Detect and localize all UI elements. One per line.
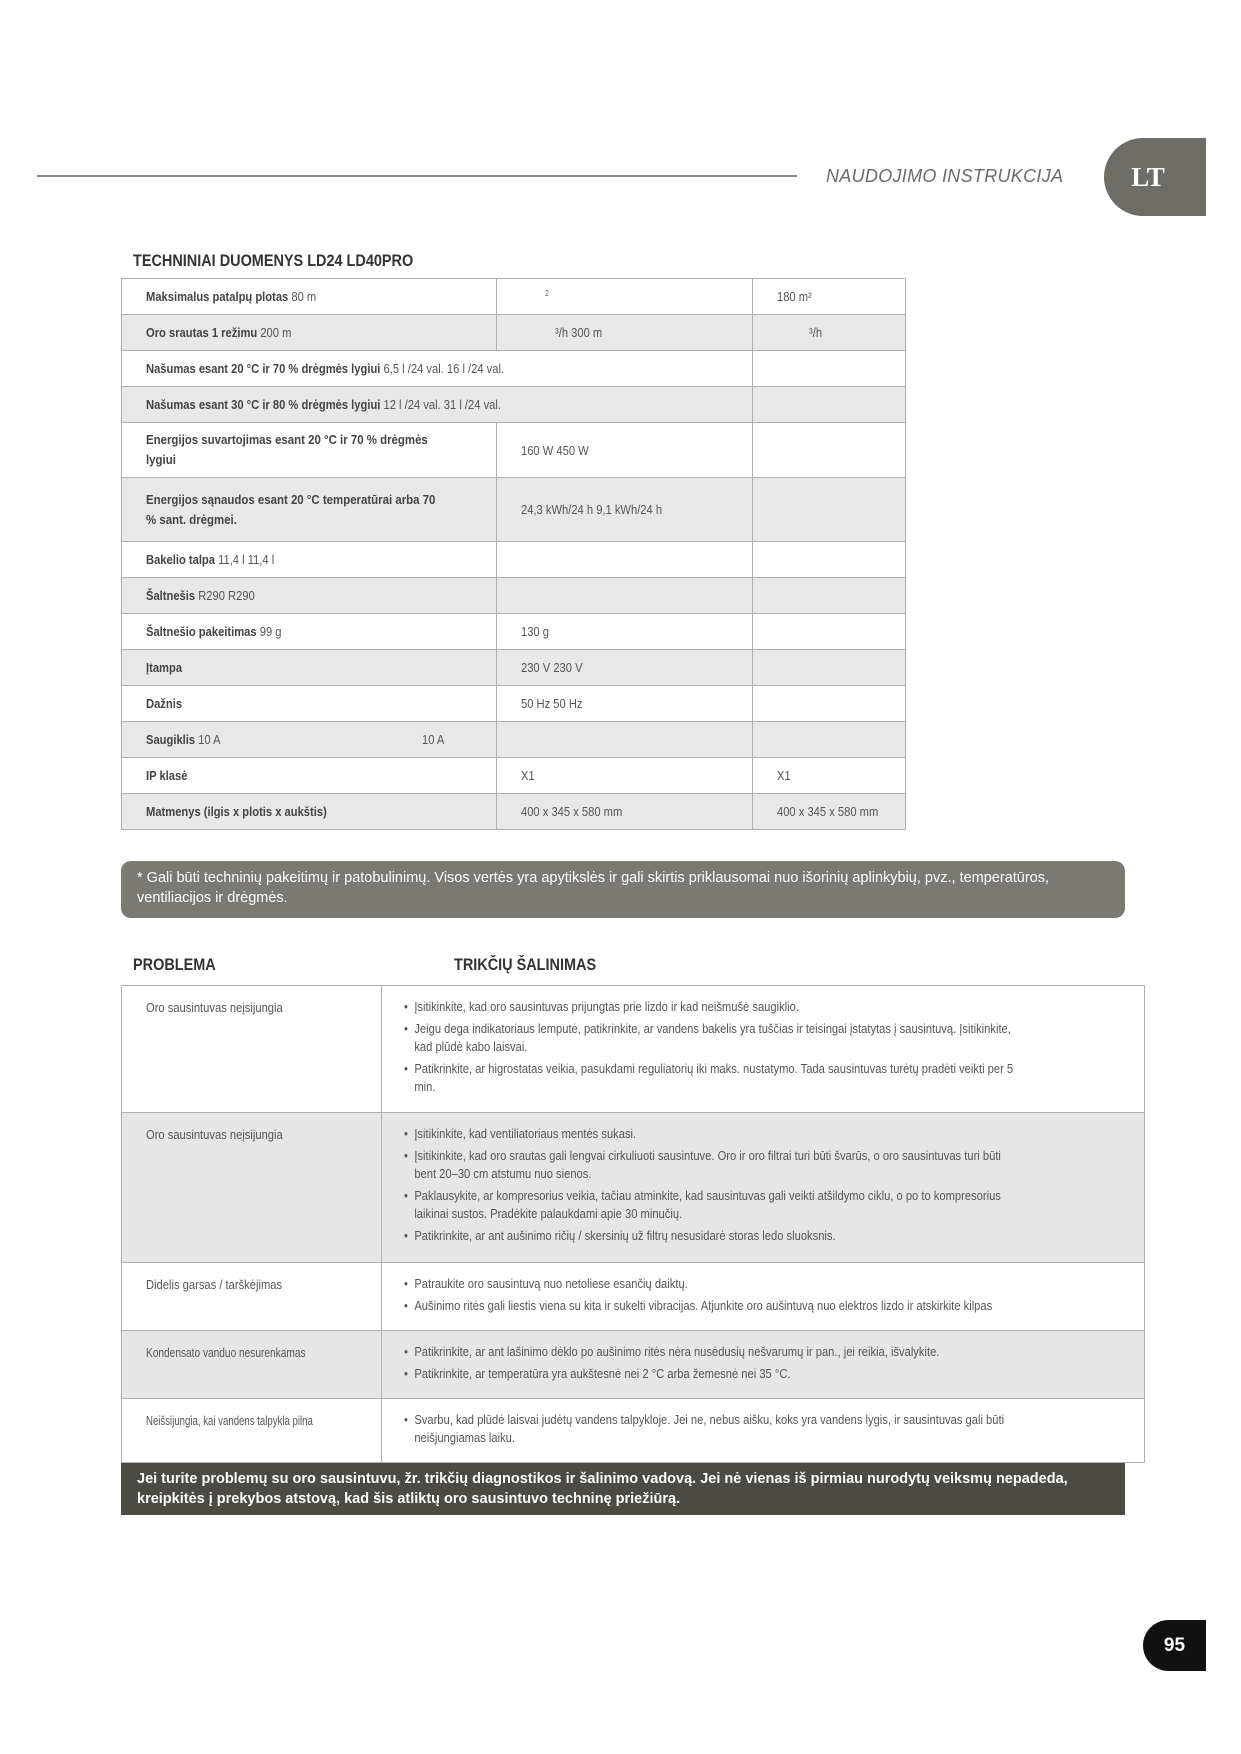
list-item: • Patikrinkite, ar ant aušinimo ričių / skersinių už filtrų nesusidarė storas ledo sluoksnis.	[404, 1227, 1023, 1245]
table-row: Maksimalus patalpų plotas 80 m 2 180 m²	[122, 279, 906, 315]
table-row: Didelis garsas / tarškėjimas • Patraukite oro sausintuvą nuo netoliese esančių daiktų. • Aušinimo ritės gali liestis viena su kita ir sukelti vibracijas. Atjunkite oro aušintuvą nuo elektros lizdo ir atskirkite kilpas	[122, 1263, 1145, 1331]
support-footer: Jei turite problemų su oro sausintuvu, žr. trikčių diagnostikos ir šalinimo vadovą. Jei nė vienas iš pirmiau nurodytų veiksmų nepadeda, kreipkitės į prekybos atstovą, kad šis atliktų oro sausintuvo techninę priežiūrą.	[121, 1463, 1125, 1515]
table-row: Neišsijungia, kai vandens talpykla pilna • Svarbu, kad plūdė laisvai judėtų vandens talpykloje. Jei ne, nebus aišku, koks yra vandens lygis, ir sausintuvas gali būti neišjungiamas laiku.	[122, 1399, 1145, 1463]
list-item: • Svarbu, kad plūdė laisvai judėtų vandens talpykloje. Jei ne, nebus aišku, koks yra vandens lygis, ir sausintuvas gali būti neišjungiamas laiku.	[404, 1411, 1023, 1447]
list-item: • Įsitikinkite, kad oro srautas gali lengvai cirkuliuoti sausintuve. Oro ir oro filtrai turi būti švarūs, o oro sausintuvas turi būti bent 20–30 cm atstumu nuo sienos.	[404, 1147, 1023, 1183]
list-item: • Jeigu dega indikatoriaus lemputė, patikrinkite, ar vandens bakelis yra tuščias ir teisingai įstatytas į sausintuvą. Įsitikinkite, kad plūdė kabo laisvai.	[404, 1020, 1023, 1056]
list-item: • Įsitikinkite, kad oro sausintuvas prijungtas prie lizdo ir kad neišmušė saugiklio.	[404, 998, 1023, 1016]
troubleshooting-table	[121, 985, 1145, 1463]
list-item: • Patikrinkite, ar temperatūra yra aukštesnė nei 2 °C arba žemesnė nei 35 °C.	[404, 1365, 1023, 1383]
list-item: • Patikrinkite, ar higrostatas veikia, pasukdami reguliatorių iki maks. nustatymo. Tada sausintuvas turėtų pradėti veikti per 5 min.	[404, 1060, 1023, 1096]
disclaimer-note: * Gali būti techninių pakeitimų ir patobulinimų. Visos vertės yra apytikslės ir gali skirtis priklausomai nuo išorinių aplinkybių, pvz., temperatūros, ventiliacijos ir drėgmės.	[121, 861, 1125, 918]
table-row: Našumas esant 30 °C ir 80 % drėgmės lygiui 12 l /24 val. 31 l /24 val.	[122, 387, 906, 423]
table-row: IP klasė X1 X1	[122, 758, 906, 794]
table-row: Įtampa 230 V 230 V	[122, 650, 906, 686]
list-item: • Patikrinkite, ar ant lašinimo dėklo po aušinimo ritės nėra nusėdusių nešvarumų ir pan., jei reikia, išvalykite.	[404, 1343, 1023, 1361]
header-title: NAUDOJIMO INSTRUKCIJA	[826, 166, 1064, 186]
table-row: Našumas esant 20 °C ir 70 % drėgmės lygiui 6,5 l /24 val. 16 l /24 val.	[122, 351, 906, 387]
page-number: 95	[1143, 1620, 1206, 1671]
table-row: Kondensato vanduo nesurenkamas • Patikrinkite, ar ant lašinimo dėklo po aušinimo ritės nėra nusėdusių nešvarumų ir pan., jei reikia, išvalykite. • Patikrinkite, ar temperatūra yra aukštesnė nei 2 °C arba žemesnė nei 35 °C.	[122, 1331, 1145, 1399]
list-item: • Aušinimo ritės gali liestis viena su kita ir sukelti vibracijas. Atjunkite oro aušintuvą nuo elektros lizdo ir atskirkite kilpas	[404, 1297, 1023, 1315]
language-tab: LT	[1104, 138, 1206, 216]
table-row: Oro sausintuvas neįsijungia • Įsitikinkite, kad ventiliatoriaus mentės sukasi. • Įsitikinkite, kad oro srautas gali lengvai cirkuliuoti sausintuve. Oro ir oro filtrai turi būti švarūs, o oro sausintuvas turi būti bent 20–30 cm atstumu nuo sienos. • Paklausykite, ar kompresorius veikia, tačiau atminkite, kad sausintuvas gali veikti atšildymo ciklu, o po to kompresorius laikinai sustos. Pradėkite palaukdami apie 30 minučių. • Patikrinkite, ar ant aušinimo ričių / skersinių už filtrų nesusidarė storas ledo sluoksnis.	[122, 1113, 1145, 1263]
table-row: Dažnis 50 Hz 50 Hz	[122, 686, 906, 722]
table-row: Oro srautas 1 režimu 200 m ³/h 300 m ³/h	[122, 315, 906, 351]
solution-heading: TRIKČIŲ ŠALINIMAS	[454, 955, 597, 974]
list-item: • Paklausykite, ar kompresorius veikia, tačiau atminkite, kad sausintuvas gali veikti atšildymo ciklu, o po to kompresorius laikinai sustos. Pradėkite palaukdami apie 30 minučių.	[404, 1187, 1023, 1223]
table-row: Oro sausintuvas neįsijungia • Įsitikinkite, kad oro sausintuvas prijungtas prie lizdo ir kad neišmušė saugiklio. • Jeigu dega indikatoriaus lemputė, patikrinkite, ar vandens bakelis yra tuščias ir teisingai įstatytas į sausintuvą. Įsitikinkite, kad plūdė kabo laisvai. • Patikrinkite, ar higrostatas veikia, pasukdami reguliatorių iki maks. nustatymo. Tada sausintuvas turėtų pradėti veikti per 5 min.	[122, 986, 1145, 1113]
list-item: • Įsitikinkite, kad ventiliatoriaus mentės sukasi.	[404, 1125, 1023, 1143]
problem-heading: PROBLEMA	[133, 955, 216, 974]
table-row: Saugiklis 10 A 10 A	[122, 722, 906, 758]
table-row: Matmenys (ilgis x plotis x aukštis) 400 x 345 x 580 mm 400 x 345 x 580 mm	[122, 794, 906, 830]
header-rule	[37, 175, 797, 177]
table-row: Energijos sąnaudos esant 20 °C temperatūrai arba 70 % sant. drėgmei. 24,3 kWh/24 h 9,1 kWh/24 h	[122, 478, 906, 542]
table-row: Šaltnešis R290 R290	[122, 578, 906, 614]
list-item: • Patraukite oro sausintuvą nuo netoliese esančių daiktų.	[404, 1275, 1023, 1293]
specs-title: TECHNINIAI DUOMENYS LD24 LD40PRO	[133, 251, 414, 270]
table-row: Bakelio talpa 11,4 l 11,4 l	[122, 542, 906, 578]
table-row: Energijos suvartojimas esant 20 °C ir 70 % drėgmės lygiui 160 W 450 W	[122, 423, 906, 478]
table-row: Šaltnešio pakeitimas 99 g 130 g	[122, 614, 906, 650]
specs-table	[121, 278, 906, 830]
